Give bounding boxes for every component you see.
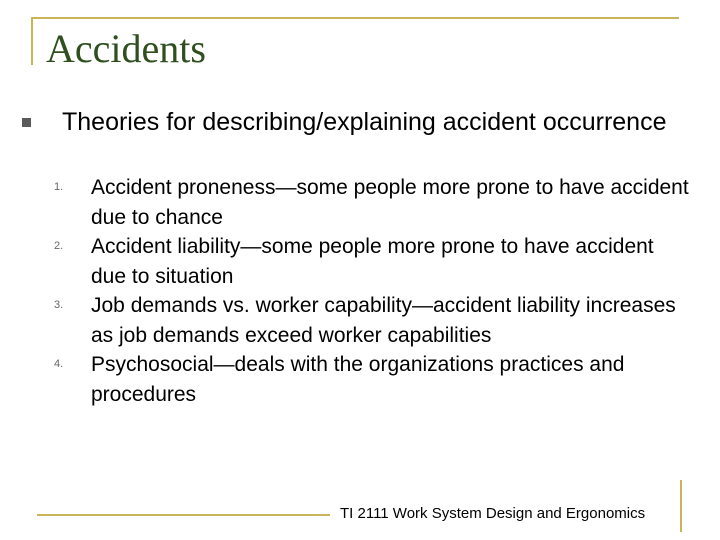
- list-number: 1.: [54, 181, 64, 193]
- list-number: 2.: [54, 240, 64, 252]
- list-item-text: Psychosocial—deals with the organizations practices and procedures: [91, 353, 625, 406]
- theory-list: [50, 173, 690, 409]
- list-item-text: Accident proneness—some people more prone to have accident due to chance: [91, 176, 689, 229]
- footer-right-rule: [680, 480, 682, 532]
- list-item: [50, 291, 690, 350]
- list-item-text: Job demands vs. worker capability—accident liability increases as job demands exceed worker capabilities: [91, 294, 676, 347]
- footer-text: TI 2111 Work System Design and Ergonomics: [340, 505, 646, 522]
- list-number: 3.: [54, 299, 64, 311]
- list-item: [50, 173, 690, 232]
- title-top-rule: [31, 17, 679, 19]
- main-bullet-text: Theories for describing/explaining accident occurrence: [62, 108, 667, 136]
- list-number: 4.: [54, 358, 64, 370]
- square-bullet-icon: [22, 118, 31, 127]
- list-item-text: Accident liability—some people more prone to have accident due to situation: [91, 235, 654, 288]
- footer-rule: [37, 514, 330, 516]
- slide-title: Accidents: [46, 26, 206, 71]
- list-item: [50, 350, 690, 409]
- title-left-rule: [31, 17, 33, 65]
- list-item: [50, 232, 690, 291]
